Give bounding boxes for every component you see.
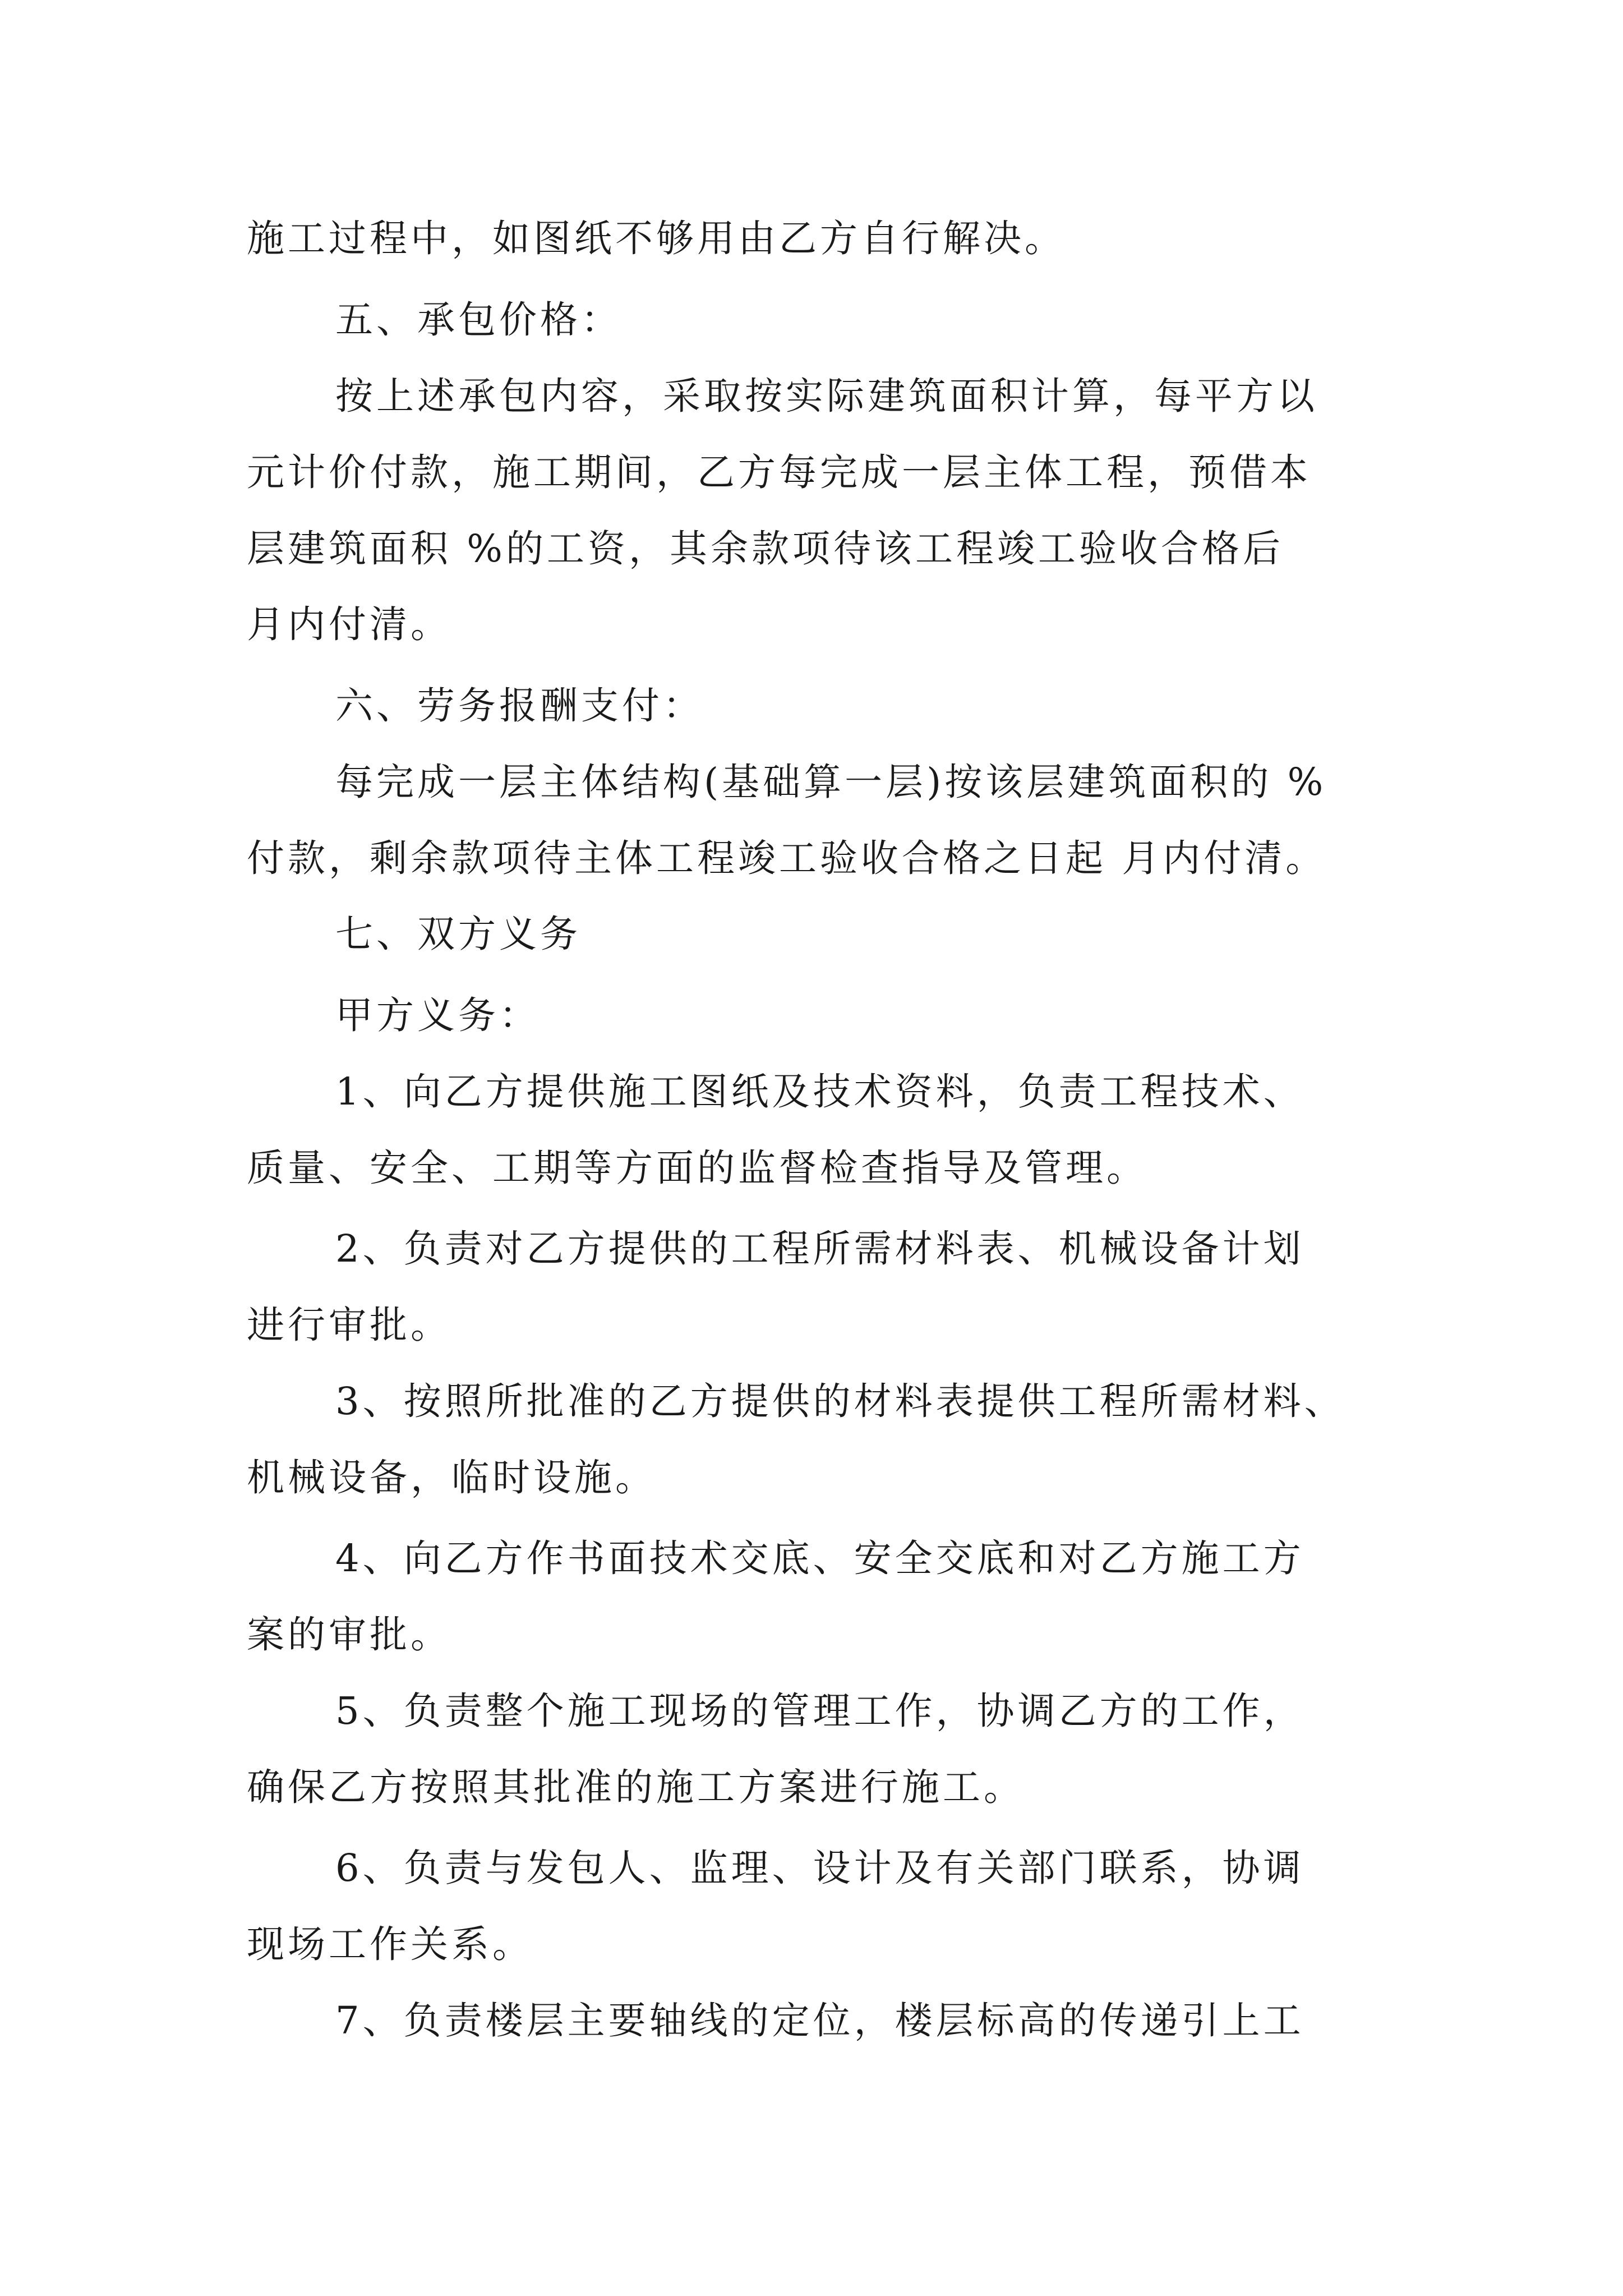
text-line: 5、负责整个施工现场的管理工作，协调乙方的工作，	[335, 1689, 1304, 1733]
text-line: 6、负责与发包人、监理、设计及有关部门联系，协调	[335, 1846, 1304, 1890]
section-heading: 七、双方义务	[335, 912, 581, 956]
section-heading: 六、劳务报酬支付：	[335, 684, 704, 728]
text-line: 质量、安全、工期等方面的监督检查指导及管理。	[247, 1146, 1147, 1190]
text-line: 现场工作关系。	[247, 1922, 533, 1966]
text-line: 机械设备，临时设施。	[247, 1456, 656, 1499]
section-heading: 五、承包价格：	[335, 298, 622, 342]
text-line: 1、向乙方提供施工图纸及技术资料，负责工程技术、	[335, 1070, 1304, 1114]
text-line: 按上述承包内容，采取按实际建筑面积计算，每平方以	[335, 374, 1318, 418]
text-line: 进行审批。	[247, 1303, 451, 1347]
text-line: 每完成一层主体结构(基础算一层)按该层建筑面积的 %	[335, 760, 1327, 804]
subsection-heading: 甲方义务：	[335, 993, 540, 1037]
text-line: 3、按照所批准的乙方提供的材料表提供工程所需材料、	[335, 1379, 1345, 1423]
text-line: 月内付清。	[247, 602, 451, 646]
text-line: 案的审批。	[247, 1613, 451, 1657]
text-line: 层建筑面积 %的工资，其余款项待该工程竣工验收合格后	[247, 527, 1284, 570]
text-line: 2、负责对乙方提供的工程所需材料表、机械设备计划	[335, 1227, 1304, 1271]
text-line: 4、向乙方作书面技术交底、安全交底和对乙方施工方	[335, 1536, 1304, 1580]
text-line: 7、负责楼层主要轴线的定位，楼层标高的传递引上工	[335, 1999, 1304, 2042]
text-line: 元计价付款，施工期间，乙方每完成一层主体工程，预借本	[247, 450, 1311, 494]
text-line: 确保乙方按照其批准的施工方案进行施工。	[247, 1765, 1025, 1809]
text-line: 施工过程中，如图纸不够用由乙方自行解决。	[247, 217, 1066, 260]
text-line: 付款，剩余款项待主体工程竣工验收合格之日起 月内付清。	[247, 836, 1327, 880]
